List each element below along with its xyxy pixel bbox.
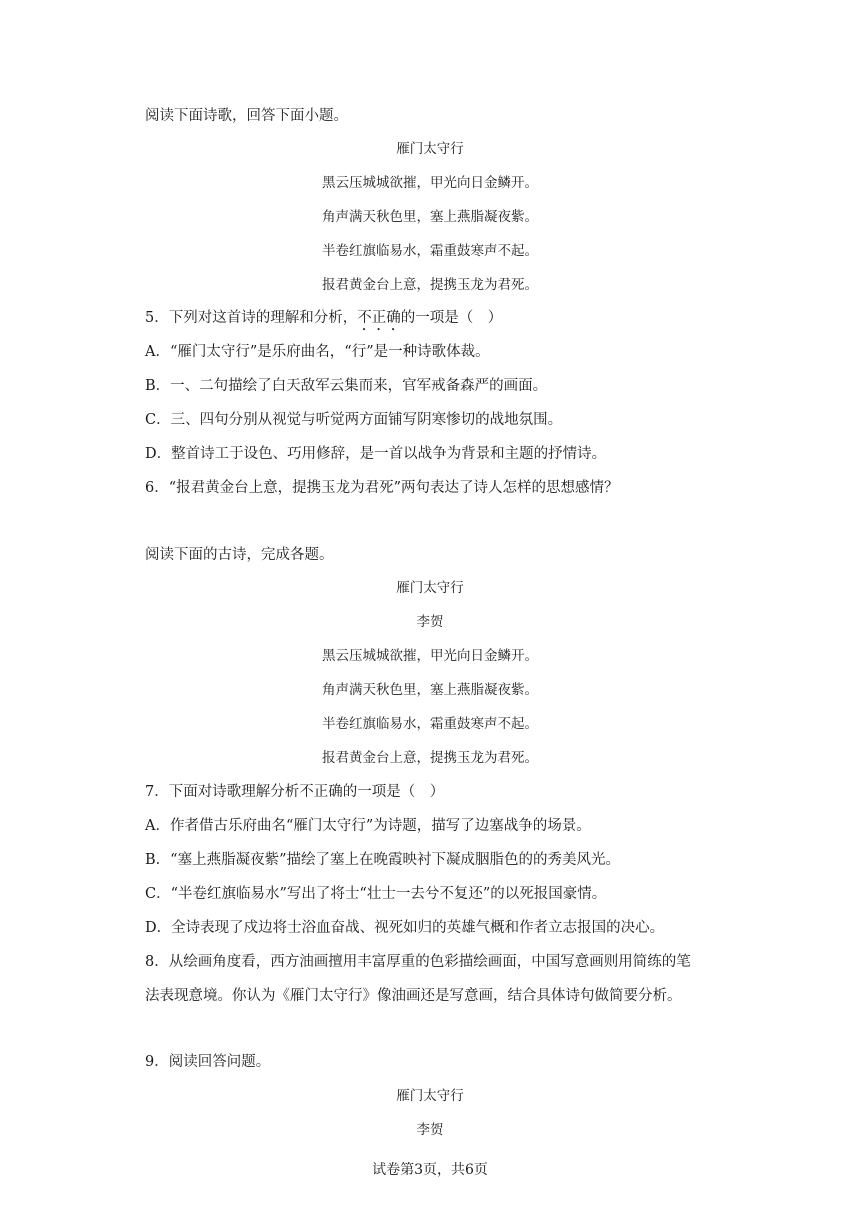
- section1-poem-line-1: 黑云压城城欲摧，甲光向日金鳞开。: [322, 175, 538, 191]
- question-7-option-b: B．“塞上燕脂凝夜紫”描绘了塞上在晚霞映衬下凝成胭脂色的的秀美风光。: [145, 852, 620, 868]
- question-5-prefix: 5．下列对这首诗的理解和分析，: [145, 310, 358, 326]
- question-7-option-d: D．全诗表现了戍边将士浴血奋战、视死如归的英雄气概和作者立志报国的决心。: [145, 920, 665, 936]
- section1-poem-line-2: 角声满天秋色里，塞上燕脂凝夜紫。: [322, 209, 538, 225]
- page-footer: 试卷第3页，共6页: [372, 1162, 488, 1178]
- section2-poem-line-1: 黑云压城城欲摧，甲光向日金鳞开。: [322, 648, 538, 664]
- section3-poem-title: 雁门太守行: [396, 1088, 464, 1104]
- question-5: [145, 308, 502, 334]
- question-5-option-b: B．一、二句描绘了白天敌军云集而来，官军戒备森严的画面。: [145, 378, 548, 394]
- question-5-option-d: D．整首诗工于设色、巧用修辞，是一首以战争为背景和主题的抒情诗。: [145, 446, 607, 462]
- question-8-line-1: 8．从绘画角度看，西方油画擅用丰富厚重的色彩描绘画面，中国写意画则用简练的笔: [145, 954, 691, 970]
- question-5-suffix: 的一项是（ ）: [400, 310, 503, 326]
- question-5-option-a: A．“雁门太守行”是乐府曲名，“行”是一种诗歌体裁。: [145, 344, 490, 360]
- question-7: 7．下面对诗歌理解分析不正确的一项是（ ）: [145, 784, 445, 800]
- section1-intro: 阅读下面诗歌，回答下面小题。: [145, 108, 348, 124]
- section1-poem-title: 雁门太守行: [396, 141, 464, 157]
- question-8-line-2: 法表现意境。你认为《雁门太守行》像油画还是写意画，结合具体诗句做简要分析。: [145, 988, 682, 1004]
- section1-poem-line-3: 半卷红旗临易水，霜重鼓寒声不起。: [322, 243, 538, 259]
- section2-poem-author: 李贺: [416, 614, 444, 630]
- section2-poem-line-2: 角声满天秋色里，塞上燕脂凝夜紫。: [322, 682, 538, 698]
- question-6: 6．“报君黄金台上意，提携玉龙为君死”两句表达了诗人怎样的思想感情？: [145, 480, 619, 496]
- section2-poem-line-4: 报君黄金台上意，提携玉龙为君死。: [322, 750, 538, 766]
- question-9: 9．阅读回答问题。: [145, 1054, 271, 1070]
- section1-poem-line-4: 报君黄金台上意，提携玉龙为君死。: [322, 277, 538, 293]
- section2-poem-line-3: 半卷红旗临易水，霜重鼓寒声不起。: [322, 716, 538, 732]
- section2-intro: 阅读下面的古诗，完成各题。: [145, 547, 334, 563]
- question-7-option-c: C．“半卷红旗临易水”写出了将士“壮士一去兮不复还”的以死报国豪情。: [145, 886, 607, 902]
- question-5-emphasis: 不正确: [357, 310, 401, 326]
- question-7-option-a: A．作者借古乐府曲名“雁门太守行”为诗题，描写了边塞战争的场景。: [145, 818, 591, 834]
- question-5-option-c: C．三、四句分别从视觉与听觉两方面铺写阴寒惨切的战地氛围。: [145, 412, 563, 428]
- section3-poem-author: 李贺: [416, 1122, 444, 1138]
- section2-poem-title: 雁门太守行: [396, 580, 464, 596]
